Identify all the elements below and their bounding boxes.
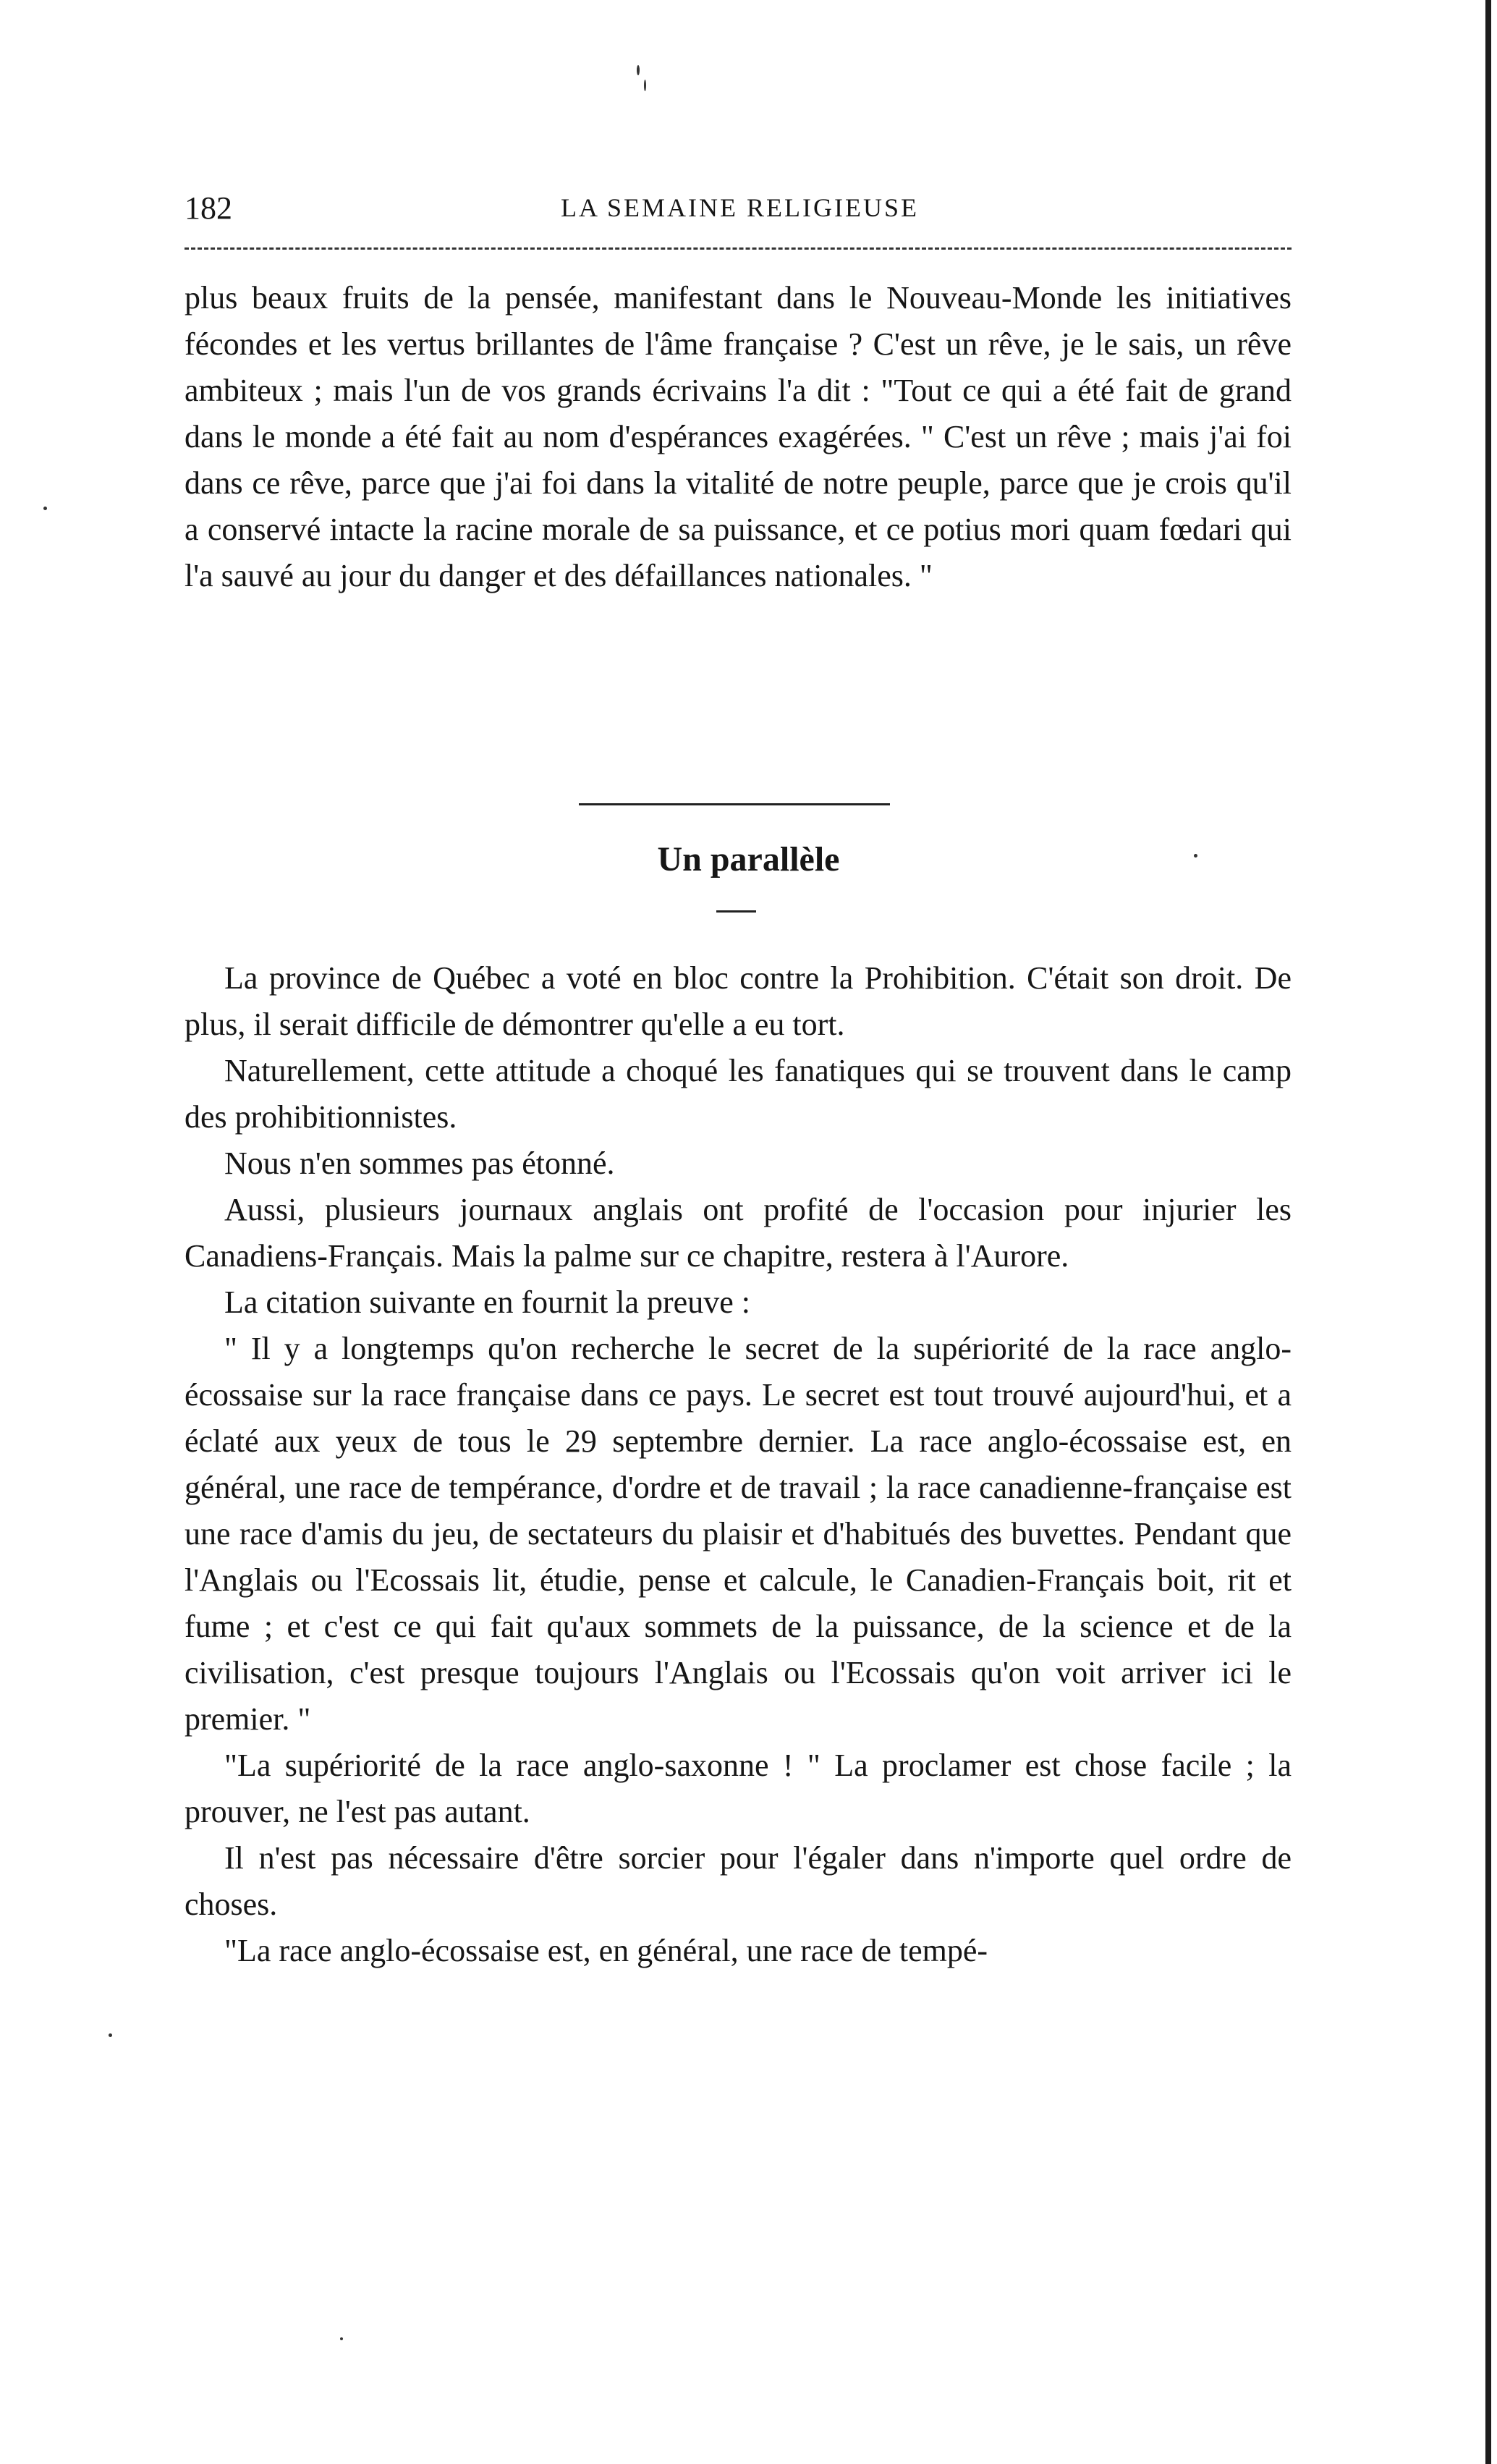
running-title: LA SEMAINE RELIGIEUSE bbox=[561, 193, 919, 222]
paragraph: "La race anglo-écossaise est, en général, une race de tempé- bbox=[224, 1933, 988, 1968]
page-header bbox=[185, 190, 1292, 233]
section-separator-rule bbox=[579, 803, 890, 805]
header-rule bbox=[185, 247, 1292, 250]
heading-underline-rule bbox=[716, 910, 756, 913]
section-heading: Un parallèle bbox=[657, 840, 840, 879]
paragraph: Aussi, plusieurs journaux anglais ont profité de l'occasion pour injurier les Canadiens-Français. Mais la palme sur ce chapitre, restera à l'Aurore. bbox=[185, 1192, 1292, 1274]
scan-speck bbox=[43, 507, 47, 510]
paragraph: Il n'est pas nécessaire d'être sorcier pour l'égaler dans n'importe quel ordre de choses. bbox=[185, 1840, 1292, 1922]
scan-speck bbox=[109, 2033, 112, 2037]
paragraph: "La supériorité de la race anglo-saxonne ! " La proclamer est chose facile ; la prouver, ne l'est pas autant. bbox=[185, 1748, 1292, 1829]
quoted-paragraph: " Il y a longtemps qu'on recherche le secret de la supériorité de la race anglo-écossaise sur la race française dans ce pays. Le secret est tout trouvé aujourd'hui, et a éclaté aux yeux de tous le 29 septembre dernier. La race anglo-écossaise est, en général, une race de tempérance, d'ordre et de travail ; la race canadienne-française est une race d'amis du jeu, de sectateurs du plaisir et d'habitués des buvettes. Pendant que l'Anglais ou l'Ecossais lit, étudie, pense et calcule, le Canadien-Français boit, rit et fume ; et c'est ce qui fait qu'aux sommets de la puissance, de la science et de la civilisation, c'est presque toujours l'Anglais ou l'Ecossais qu'on voit arriver ici le premier. " bbox=[185, 1331, 1292, 1737]
scan-speck bbox=[644, 80, 646, 91]
paragraph: La citation suivante en fournit la preuve : bbox=[224, 1284, 750, 1320]
article-body bbox=[185, 955, 1292, 1974]
page-number: 182 bbox=[185, 190, 232, 226]
paragraph: Nous n'en sommes pas étonné. bbox=[224, 1146, 615, 1181]
paragraph: La province de Québec a voté en bloc contre la Prohibition. C'était son droit. De plus, il serait difficile de démontrer qu'elle a eu tort. bbox=[185, 960, 1292, 1042]
body-text-continued bbox=[185, 275, 1292, 599]
paragraph: plus beaux fruits de la pensée, manifestant dans le Nouveau-Monde les initiatives fécondes et les vertus brillantes de l'âme française ? C'est un rêve, je le sais, un rêve ambiteux ; mais l'un de vos grands écrivains l'a dit : "Tout ce qui a été fait de grand dans le monde a été fait au nom d'espérances exagérées. " C'est un rêve ; mais j'ai foi dans ce rêve, parce que j'ai foi dans la vitalité de notre peuple, parce que je crois qu'il a conservé intacte la racine morale de sa puissance, et ce potius mori quam fœdari qui l'a sauvé au jour du danger et des défaillances nationales. " bbox=[185, 280, 1292, 593]
paragraph: Naturellement, cette attitude a choqué les fanatiques qui se trouvent dans le camp des prohibitionnistes. bbox=[185, 1053, 1292, 1135]
scan-speck bbox=[637, 65, 640, 75]
scan-edge-border bbox=[1485, 0, 1491, 2464]
scan-speck bbox=[1194, 854, 1197, 858]
scan-speck bbox=[340, 2337, 343, 2340]
